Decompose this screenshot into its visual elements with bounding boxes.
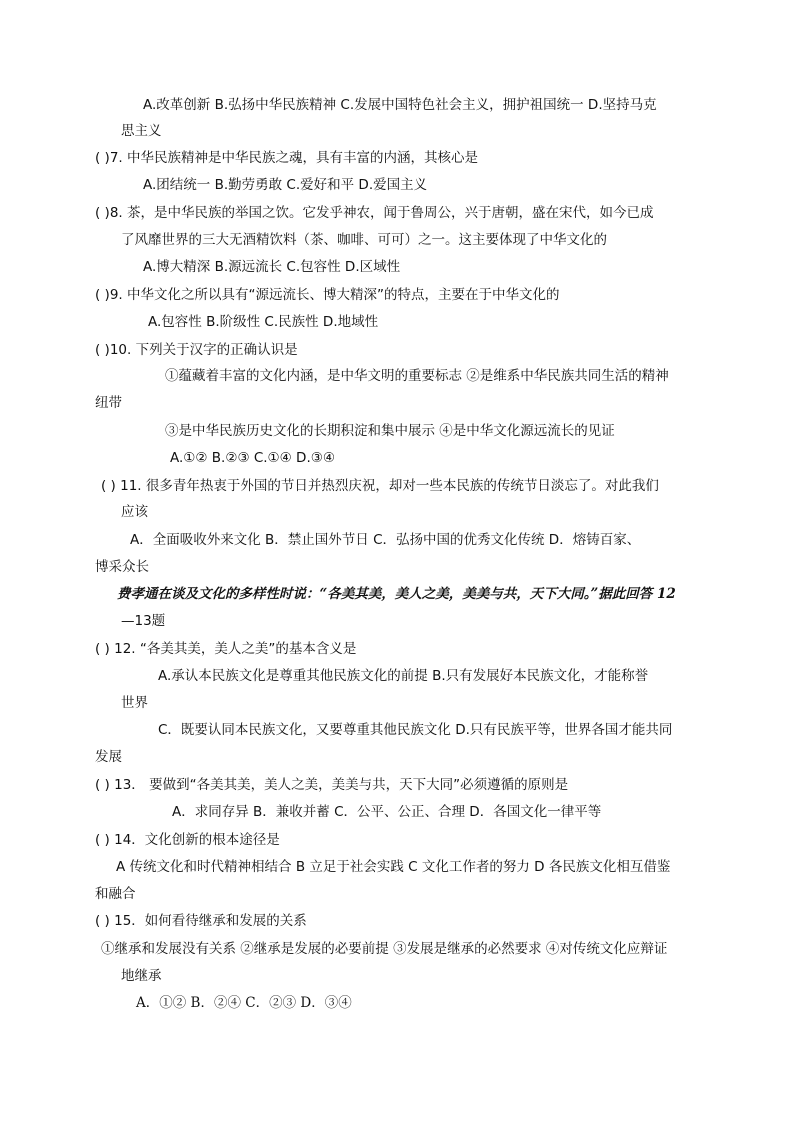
q15-statements: ①继承和发展没有关系 ②继承是发展的必要前提 ③发展是继承的必然要求 ④对传统文化应辩证 bbox=[101, 941, 668, 957]
material-intro-cont: —13题 bbox=[121, 613, 166, 629]
question-9: ( )9. 中华文化之所以具有“源远流长、博大精深”的特点，主要在于中华文化的 bbox=[95, 287, 560, 303]
question-15: ( ) 15．如何看待继承和发展的关系 bbox=[95, 913, 307, 929]
q6-options-cont: 思主义 bbox=[121, 123, 162, 139]
q10-options: A.①② B.②③ C.①④ D.③④ bbox=[170, 450, 335, 466]
question-11-cont: 应该 bbox=[121, 504, 148, 520]
q15-options: A．①② B．②④ C．②③ D．③④ bbox=[136, 995, 352, 1011]
q14-options: A 传统文化和时代精神相结合 B 立足于社会实践 C 文化工作者的努力 D 各民族文化相互借鉴 bbox=[116, 859, 671, 875]
question-8: ( )8. 茶，是中华民族的举国之饮。它发乎神农，闻于鲁周公，兴于唐朝，盛在宋代，如今已成 bbox=[95, 205, 654, 221]
q11-options: A．全面吸收外来文化 B．禁止国外节日 C．弘扬中国的优秀文化传统 D．熔铸百家、 bbox=[130, 532, 641, 548]
q12-options-cd-cont: 发展 bbox=[95, 749, 122, 765]
q12-options-ab: A.承认本民族文化是尊重其他民族文化的前提 B.只有发展好本民族文化，才能称誉 bbox=[158, 668, 649, 684]
q12-options-ab-cont: 世界 bbox=[121, 695, 148, 711]
q13-options: A．求同存异 B．兼收并蓄 C．公平、公正、合理 D．各国文化一律平等 bbox=[172, 804, 602, 820]
question-10: ( )10. 下列关于汉字的正确认识是 bbox=[95, 342, 298, 358]
q15-statements-cont: 地继承 bbox=[121, 968, 162, 984]
q10-statements-2: ③是中华民族历史文化的长期积淀和集中展示 ④是中华文化源远流长的见证 bbox=[165, 423, 615, 439]
q6-options: A.改革创新 B.弘扬中华民族精神 C.发展中国特色社会主义，拥护祖国统一 D.坚持马克 bbox=[143, 97, 657, 113]
question-12: ( ) 12. “各美其美，美人之美”的基本含义是 bbox=[95, 641, 357, 657]
q11-options-cont: 博采众长 bbox=[95, 559, 149, 575]
q10-statements-1-cont: 纽带 bbox=[95, 395, 122, 411]
q10-statements-1: ①蕴藏着丰富的文化内涵，是中华文明的重要标志 ②是维系中华民族共同生活的精神 bbox=[165, 368, 669, 384]
question-8-cont: 了风靡世界的三大无酒精饮料（茶、咖啡、可可）之一。这主要体现了中华文化的 bbox=[121, 232, 607, 248]
question-7: ( )7. 中华民族精神是中华民族之魂，具有丰富的内涵，其核心是 bbox=[95, 150, 478, 166]
question-13: ( ) 13． 要做到“各美其美，美人之美，美美与共，天下大同”必须遵循的原则是 bbox=[95, 777, 569, 793]
question-11: ( ) 11. 很多青年热衷于外国的节日并热烈庆祝，却对一些本民族的传统节日淡忘了。对此我们 bbox=[101, 478, 659, 494]
q8-options: A.博大精深 B.源远流长 C.包容性 D.区域性 bbox=[143, 259, 401, 275]
q7-options: A.团结统一 B.勤劳勇敢 C.爱好和平 D.爱国主义 bbox=[143, 177, 428, 193]
q14-options-cont: 和融合 bbox=[95, 886, 136, 902]
q9-options: A.包容性 B.阶级性 C.民族性 D.地域性 bbox=[148, 314, 379, 330]
q12-options-cd: C．既要认同本民族文化，又要尊重其他民族文化 D.只有民族平等，世界各国才能共同 bbox=[158, 722, 673, 738]
question-14: ( ) 14．文化创新的根本途径是 bbox=[95, 832, 280, 848]
material-intro: 费孝通在谈及文化的多样性时说：“各美其美，美人之美，美美与共，天下大同。”据此回答 12 bbox=[117, 586, 676, 602]
